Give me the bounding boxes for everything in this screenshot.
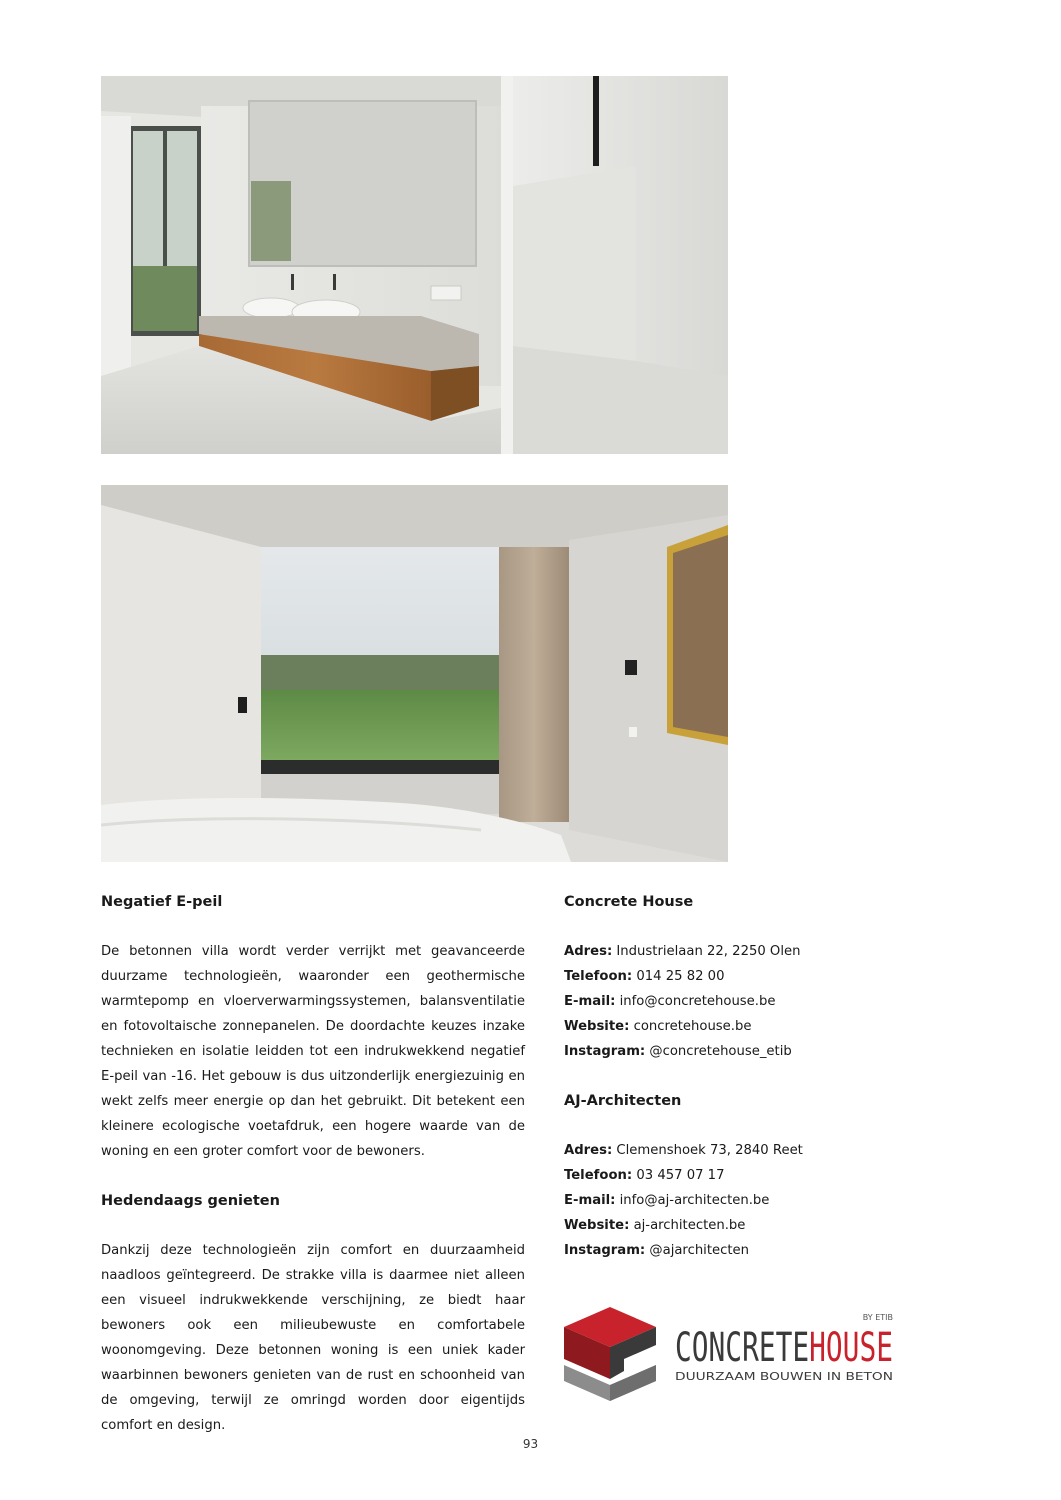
article-column (101, 890, 525, 1438)
address-label: Adres: (564, 944, 613, 959)
bedroom-photo (101, 485, 728, 862)
phone-value: 014 25 82 00 (636, 969, 725, 984)
phone-row (564, 964, 904, 989)
instagram-value[interactable]: @ajarchitecten (649, 1243, 750, 1258)
instagram-value[interactable]: @concretehouse_etib (649, 1044, 792, 1059)
address-value: Clemenshoek 73, 2840 Reet (616, 1143, 803, 1158)
concretehouse-logo (562, 1305, 902, 1410)
bathroom-photo (101, 76, 728, 454)
address-row (564, 1138, 904, 1163)
address-row (564, 939, 904, 964)
email-label: E-mail: (564, 1193, 616, 1208)
website-value[interactable]: concretehouse.be (633, 1019, 752, 1034)
instagram-label: Instagram: (564, 1243, 646, 1258)
email-row (564, 1188, 904, 1213)
logo-word-concrete: CONCRETE (675, 1325, 868, 1371)
address-value: Industrielaan 22, 2250 Olen (616, 944, 801, 959)
phone-label: Telefoon: (564, 1168, 633, 1183)
paragraph-hedendaags-genieten: Dankzij deze technologieën zijn comfort en duurzaamheid naadloos geïntegreerd. De strakke villa is daarmee niet alleen een visueel indrukwekkende verschijning, ze biedt haar bewoners ook een milieubewuste en comfortabele woonomgeving. Deze betonnen woning is een uniek kader waarbinnen bewoners genieten van de rust en schoonheid van de omgeving, terwijl ze omringd worden door eigentijds comfort en design. (101, 1243, 525, 1433)
website-label: Website: (564, 1019, 630, 1034)
instagram-row (564, 1238, 904, 1263)
company-name-concrete-house: Concrete House (564, 894, 694, 910)
logo-wordmark (675, 1325, 893, 1371)
phone-label: Telefoon: (564, 969, 633, 984)
instagram-row (564, 1039, 904, 1064)
contact-block-aj-architecten (564, 1138, 904, 1263)
instagram-label: Instagram: (564, 1044, 646, 1059)
contact-block-concrete-house (564, 939, 904, 1064)
email-value[interactable]: info@aj-architecten.be (619, 1193, 770, 1208)
logo-by-line: BY ETIB (862, 1313, 893, 1322)
contacts-column (564, 890, 904, 1263)
website-row (564, 1014, 904, 1039)
address-label: Adres: (564, 1143, 613, 1158)
phone-value: 03 457 07 17 (636, 1168, 725, 1183)
logo-tagline: DUURZAAM BOUWEN IN BETON (675, 1370, 893, 1383)
logo-word-house: HOU (809, 1325, 882, 1371)
heading-negatief-e-peil: Negatief E-peil (101, 894, 223, 910)
website-row (564, 1213, 904, 1238)
company-name-aj-architecten: AJ-Architecten (564, 1093, 682, 1109)
website-value[interactable]: aj-architecten.be (633, 1218, 746, 1233)
heading-hedendaags-genieten: Hedendaags genieten (101, 1193, 280, 1209)
page-number: 93 (522, 1437, 539, 1451)
paragraph-negatief-e-peil: De betonnen villa wordt verder verrijkt met geavanceerde duurzame technologieën, waaronder een geothermische warmtepomp en vloerverwarmingssystemen, balansventilatie en fotovoltaische zonnepanelen. De doordachte keuzes inzake technieken en isolatie leidden tot een indrukwekkend negatief E-peil van -16. Het gebouw is dus uitzonderlijk energiezuinig en wekt zelfs meer energie op dan het gebruikt. Dit betekent een kleinere ecologische voetafdruk, een hogere waarde van de woning en een groter comfort voor de bewoners. (101, 944, 525, 1159)
email-label: E-mail: (564, 994, 616, 1009)
email-value[interactable]: info@concretehouse.be (619, 994, 776, 1009)
website-label: Website: (564, 1218, 630, 1233)
email-row (564, 989, 904, 1014)
phone-row (564, 1163, 904, 1188)
